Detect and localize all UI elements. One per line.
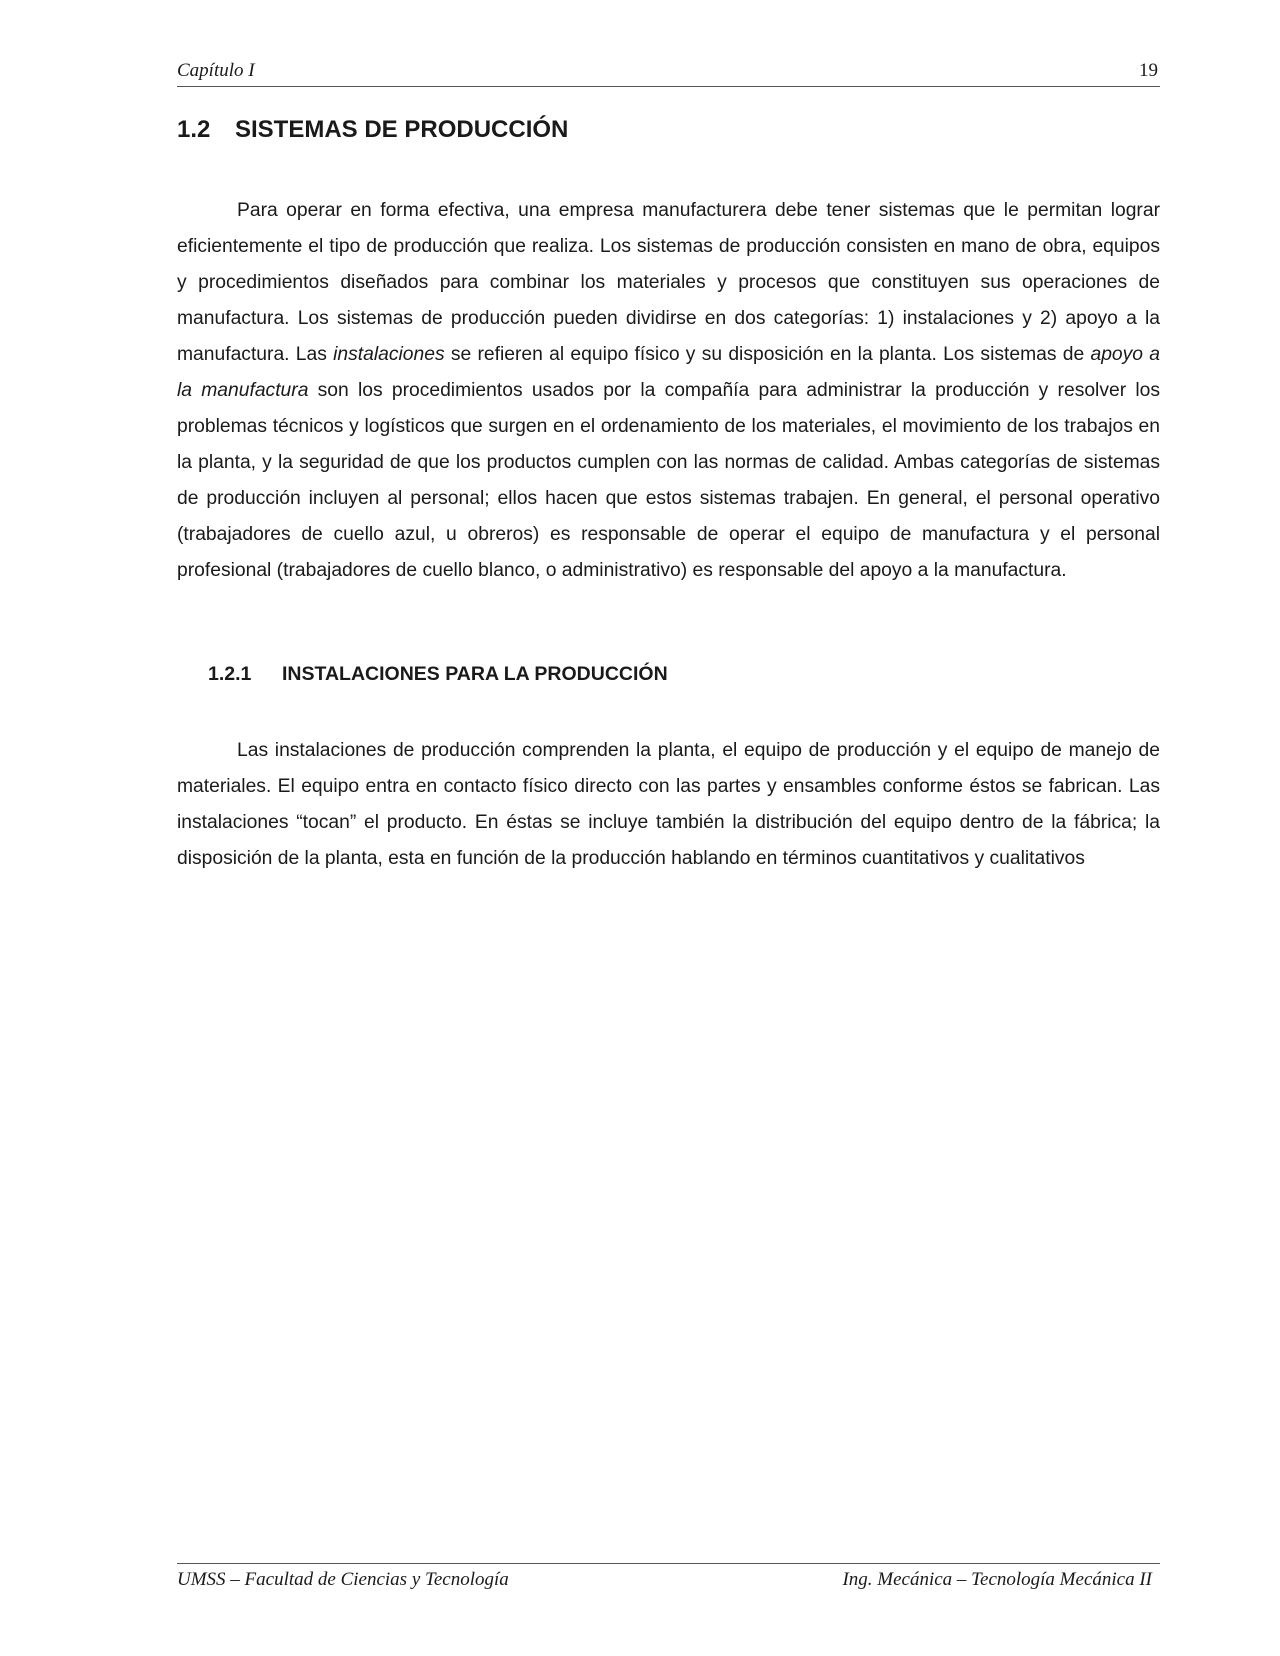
section-title: SISTEMAS DE PRODUCCIÓN	[235, 116, 569, 143]
paragraph-text: son los procedimientos usados por la compañía para administrar la producción y resolver los problemas técnicos y logísticos que surgen en el ordenamiento de los materiales, el movimiento de los trabajos en la planta, y la seguridad de que los productos cumplen con las normas de calidad. Ambas categorías de sistemas de producción incluyen al personal; ellos hacen que estos sistemas trabajen. En general, el personal operativo (trabajadores de cuello azul, u obreros) es responsable de operar el equipo de manufactura y el personal profesional (trabajadores de cuello blanco, o administrativo) es responsable del apoyo a la manufactura.	[177, 380, 1160, 581]
body-paragraph-1	[177, 193, 1160, 589]
subsection-heading	[208, 663, 668, 686]
page-number: 19	[1139, 60, 1158, 81]
section-heading	[177, 116, 568, 144]
emphasis-instalaciones: instalaciones	[333, 344, 445, 365]
paragraph-text: se refieren al equipo físico y su disposición en la planta. Los sistemas de	[444, 344, 1091, 365]
footer-institution: UMSS – Facultad de Ciencias y Tecnología	[177, 1569, 509, 1590]
subsection-title: INSTALACIONES PARA LA PRODUCCIÓN	[282, 663, 668, 685]
paragraph-text: Para operar en forma efectiva, una empresa manufacturera debe tener sistemas que le permitan lograr eficientemente el tipo de producción que realiza. Los sistemas de producción consisten en mano de obra, equipos y procedimientos diseñados para combinar los materiales y procesos que constituyen sus operaciones de manufactura. Los sistemas de producción pueden dividirse en dos categorías: 1) instalaciones y 2) apoyo a la manufactura. Las	[177, 200, 1160, 365]
paragraph-text: Las instalaciones de producción comprenden la planta, el equipo de producción y el equipo de manejo de materiales. El equipo entra en contacto físico directo con las partes y ensambles conforme éstos se fabrican. Las instalaciones “tocan” el producto. En éstas se incluye también la distribución del equipo dentro de la fábrica; la disposición de la planta, esta en función de la producción hablando en términos cuantitativos y cualitativos	[177, 740, 1160, 869]
emphasis-apoyo: apoyo a la manufactura	[177, 344, 1160, 401]
chapter-label: Capítulo I	[177, 60, 255, 81]
section-number: 1.2	[177, 116, 211, 143]
subsection-number: 1.2.1	[208, 663, 252, 685]
page-header	[177, 58, 1160, 87]
footer-course: Ing. Mecánica – Tecnología Mecánica II	[842, 1569, 1152, 1590]
page-footer	[177, 1563, 1160, 1590]
body-paragraph-2	[177, 733, 1160, 877]
